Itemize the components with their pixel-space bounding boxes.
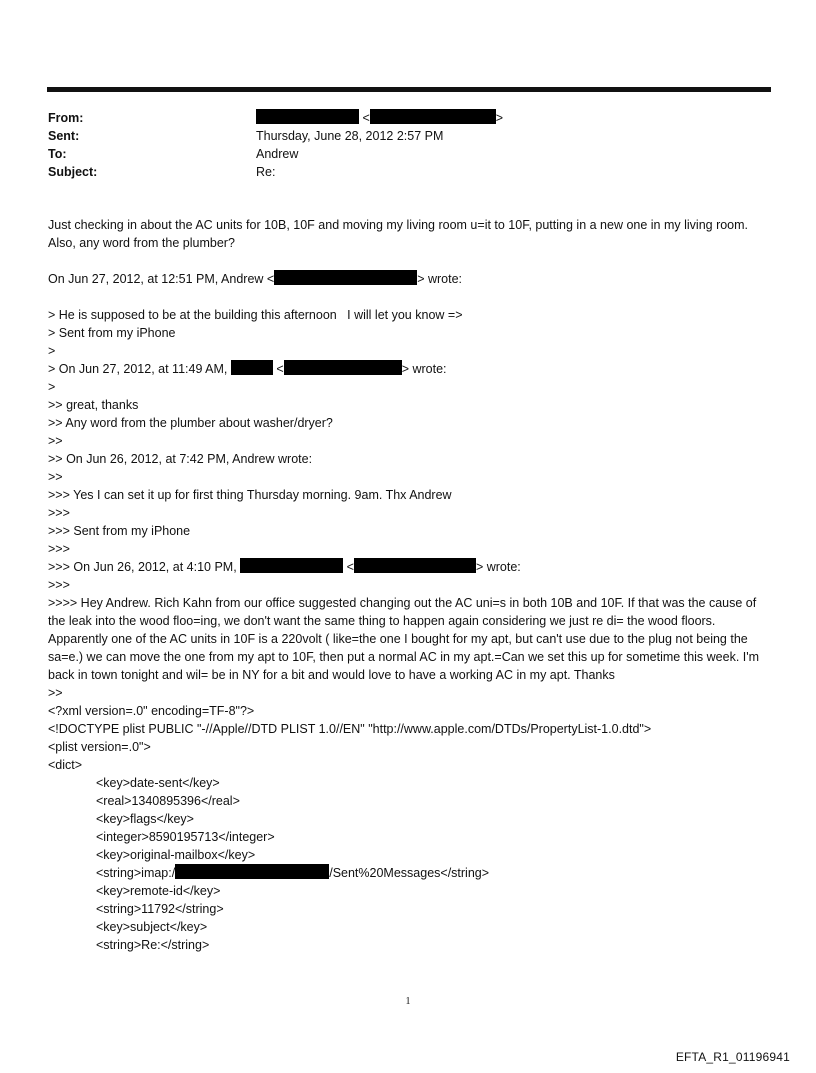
sent-value: Thursday, June 28, 2012 2:57 PM [256,129,444,143]
plist-line: <real>1340895396</real> [96,794,240,808]
plist-line: <string>Re:</string> [96,938,210,952]
subject-value: Re: [256,165,276,179]
email-header [48,109,768,181]
body-paragraph: Also, any word from the plumber? [48,236,235,250]
page-number: 1 [405,996,411,1007]
quoted-line: > [48,344,56,358]
plist-line: <key>date-sent</key> [96,776,220,790]
from-value: < > [256,109,503,127]
to-label: To: [48,147,67,161]
redaction [354,558,476,573]
redaction [231,360,273,375]
sent-row [48,127,768,145]
quoted-line: >> great, thanks [48,398,139,412]
bates-number: EFTA_R1_01196941 [675,1050,790,1064]
plist-line: <string>imap:/ /Sent%20Messages</string> [96,866,490,880]
redaction [370,109,496,124]
subject-row [48,163,768,181]
from-label: From: [48,111,84,125]
quoted-line: >>> [48,578,70,592]
plist-line: <plist version=.0"> [48,740,151,754]
quoted-line: > Sent from my iPhone [48,326,176,340]
plist-line: <string>11792</string> [96,902,224,916]
quoted-line: >> [48,434,63,448]
redaction [175,864,329,879]
body-paragraph: Just checking in about the AC units for 10B, 10F and moving my living room u=it to 10F, putting in a new one in my living room. [48,218,749,232]
from-row [48,109,768,127]
redaction [256,109,359,124]
quoted-line: > [48,380,56,394]
to-row [48,145,768,163]
plist-line: <key>original-mailbox</key> [96,848,256,862]
plist-line: <key>subject</key> [96,920,208,934]
quoted-line: > He is supposed to be at the building this afternoon I will let you know => [48,308,463,322]
to-value: Andrew [256,147,299,161]
quote-attribution: On Jun 27, 2012, at 12:51 PM, Andrew < > wrote: [48,272,463,286]
sent-label: Sent: [48,129,80,143]
quote-attribution: > On Jun 27, 2012, at 11:49 AM, < > wrote: [48,362,447,376]
quoted-paragraph: >>>> Hey Andrew. Rich Kahn from our office suggested changing out the AC uni=s in both 10B and 10F. If that was the cause of the leak into the wood floo=ing, we don't want the same thing to happen again considering we just re di= the wood floors. Apparently one of the AC units in 10F is a 220volt ( like=the one I bought for my apt, but can't use due to the plug not being the sa=e.) we can move the one from my apt to 10F, then put a normal AC in my apt.=Can we set this up for sometime this week. I'm back in town tonight and wil= be in NY for a bit and would love to have a working AC in my apt. Thanks [48,596,760,682]
quoted-line: >> On Jun 26, 2012, at 7:42 PM, Andrew wrote: [48,452,313,466]
redaction [284,360,402,375]
quoted-line: >>> [48,542,70,556]
quote-attribution: >>> On Jun 26, 2012, at 4:10 PM, < > wrote: [48,560,521,574]
quoted-line: >>> Sent from my iPhone [48,524,191,538]
plist-line: <!DOCTYPE plist PUBLIC "-//Apple//DTD PLIST 1.0//EN" "http://www.apple.com/DTDs/PropertyList-1.0.dtd"> [48,722,652,736]
quoted-line: >> [48,470,63,484]
plist-line: <integer>8590195713</integer> [96,830,275,844]
plist-line: <key>remote-id</key> [96,884,221,898]
subject-label: Subject: [48,165,98,179]
redaction [274,270,417,285]
plist-line: <dict> [48,758,83,772]
redaction [240,558,343,573]
quoted-line: >>> [48,506,70,520]
quoted-line: >> [48,686,63,700]
header-rule [47,87,771,92]
quoted-line: >>> Yes I can set it up for first thing Thursday morning. 9am. Thx Andrew [48,488,452,502]
plist-line: <key>flags</key> [96,812,194,826]
quoted-line: >> Any word from the plumber about washer/dryer? [48,416,333,430]
email-body [48,216,773,954]
plist-line: <?xml version=.0" encoding=TF-8"?> [48,704,255,718]
